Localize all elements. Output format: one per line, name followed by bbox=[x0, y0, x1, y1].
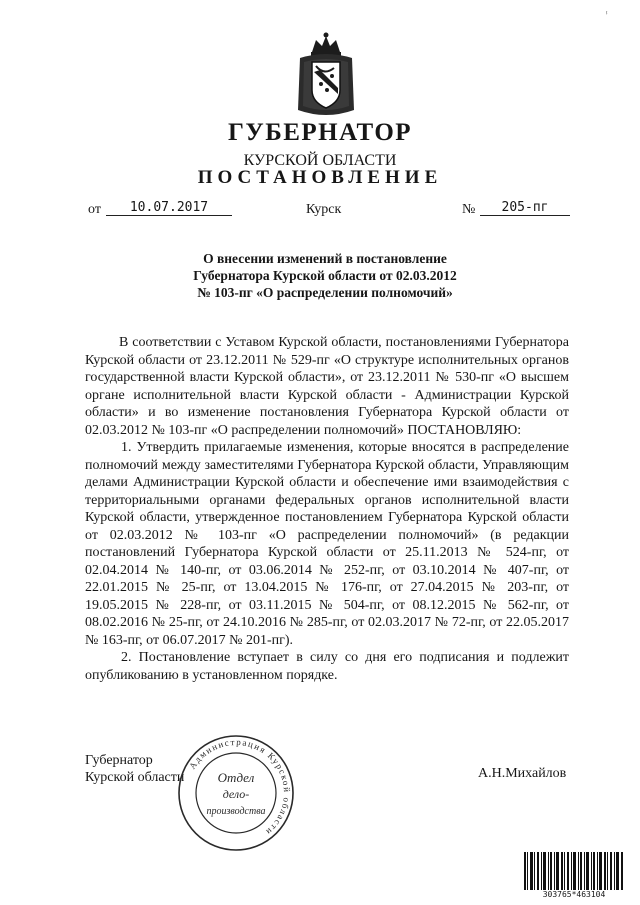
signatory-position-line-2: Курской области bbox=[85, 770, 185, 785]
stamp-line-2: дело- bbox=[222, 787, 250, 801]
document-number: 205-пг bbox=[480, 200, 570, 216]
page-corner-mark: ⸯ bbox=[604, 12, 610, 22]
subject-line-2: Губернатора Курской области от 02.03.2012 bbox=[193, 268, 457, 283]
document-body bbox=[85, 334, 569, 684]
date-prefix: от bbox=[88, 202, 101, 217]
body-paragraph-1: 1. Утвердить прилагаемые изменения, которые вносятся в распределение полномочий между заместителями Губернатора Курской области, Управляющим делами Администрации Курской области и обеспечение ими взаимодействия с территориальными органами федеральных органов исполнительной власти Курской области, утвержденное постановлением Губернатора Курской области от 02.03.2012 № 103-пг «О распределении полномочий» (в редакции постановлений Губернатора Курской области от 25.11.2013 № 524-пг, от 02.04.2014 № 140-пг, от 03.06.2014 № 252-пг, от 03.10.2014 № 407-пг, от 22.01.2015 № 25-пг, от 13.04.2015 № 176-пг, от 27.04.2015 № 203-пг, от 19.05.2015 № 228-пг, от 03.11.2015 № 504-пг, от 08.12.2015 № 562-пг, от 08.02.2016 № 25-пг, от 24.10.2016 № 285-пг, от 02.03.2017 № 72-пг, от 22.05.2017 № 163-пг, от 06.07.2017 № 201-пг). bbox=[85, 440, 569, 648]
stamp-line-1: Отдел bbox=[217, 770, 255, 785]
signatory-position-line-1: Губернатор bbox=[85, 753, 153, 768]
subject-line-3: № 103-пг «О распределении полномочий» bbox=[197, 285, 453, 300]
office-stamp bbox=[175, 732, 297, 854]
document-date: 10.07.2017 bbox=[106, 200, 232, 216]
document-type: ПОСТАНОВЛЕНИЕ bbox=[197, 167, 443, 188]
document-city: Курск bbox=[306, 202, 342, 217]
signatory-position bbox=[85, 752, 184, 786]
signatory-name: А.Н.Михайлов bbox=[478, 766, 567, 781]
subject-line-1: О внесении изменений в постановление bbox=[203, 251, 447, 266]
barcode-number: 303765*463104 bbox=[523, 890, 625, 899]
coat-of-arms-icon bbox=[294, 32, 358, 118]
body-paragraph-preamble: В соответствии с Уставом Курской области, постановлениями Губернатора Курской области от 23.12.2011 № 529-пг «О структуре исполнительных органов государственной власти Курской области», от 23.12.2011 № 530-пг «О высшем органе исполнительной власти Курской области - Администрации Курской области» и во изменение постановления Губернатора Курской области от 02.03.2012 № 103-пг «О распределении полномочий» ПОСТАНОВЛЯЮ: bbox=[85, 335, 569, 438]
region-name: КУРСКОЙ ОБЛАСТИ bbox=[243, 152, 397, 169]
body-paragraph-2: 2. Постановление вступает в силу со дня его подписания и подлежит опубликованию в установленном порядке. bbox=[85, 650, 569, 683]
document-subject bbox=[60, 250, 590, 301]
governor-title: ГУБЕРНАТОР bbox=[227, 119, 413, 146]
number-prefix: № bbox=[462, 202, 476, 217]
stamp-line-3: производства bbox=[206, 806, 266, 817]
document-meta-row bbox=[88, 198, 578, 220]
stamp-ring-text: Администрация Курской области bbox=[187, 736, 293, 838]
